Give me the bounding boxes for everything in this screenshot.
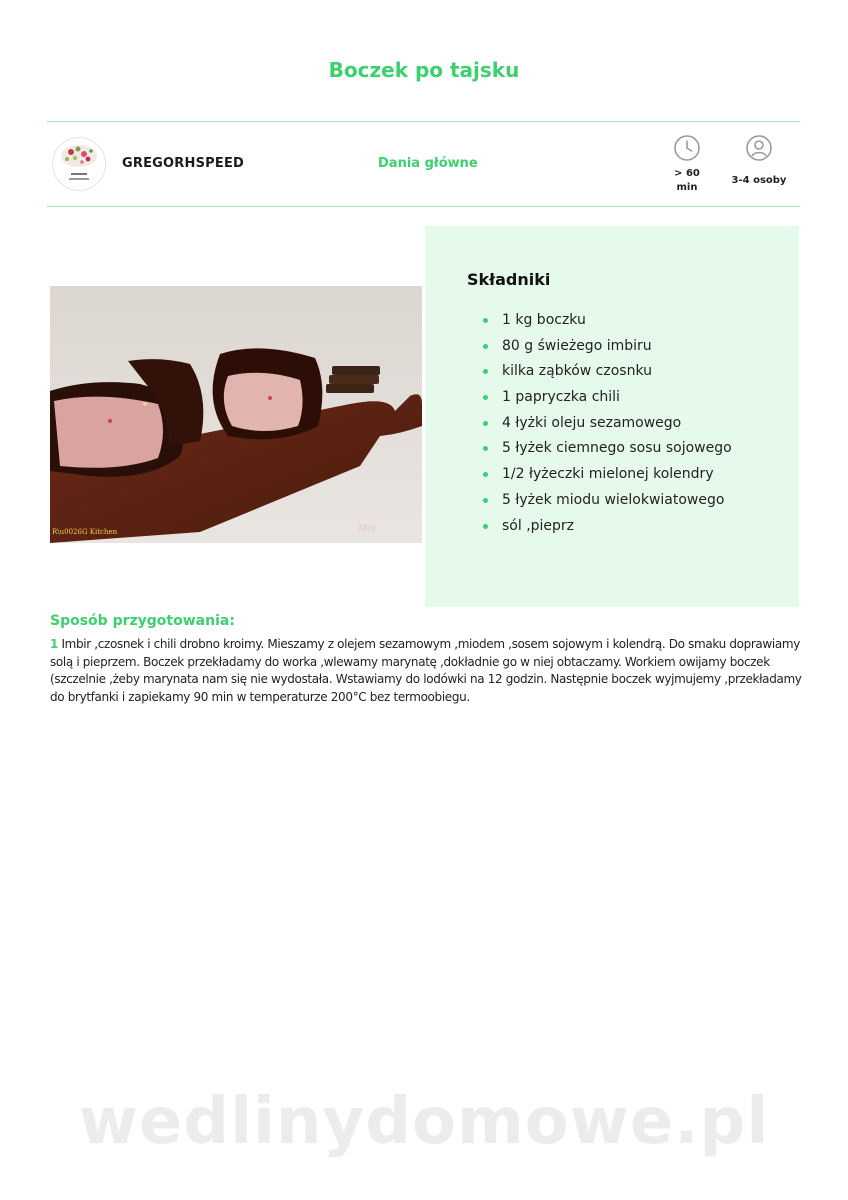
ingredient-item: 4 łyżki oleju sezamowego: [502, 411, 732, 437]
recipe-category[interactable]: Dania główne: [378, 156, 478, 171]
ingredient-item: kilka ząbków czosnku: [502, 359, 732, 385]
ingredients-panel: [425, 226, 799, 607]
ingredients-list: [502, 308, 732, 539]
ingredient-item: 80 g świeżego imbiru: [502, 334, 732, 360]
photo-watermark-left: R\u0026G Kitchen: [52, 528, 118, 536]
preparation-step: [50, 636, 810, 706]
recipe-title: Boczek po tajsku: [328, 58, 520, 82]
photo-watermark-right: Moi: [358, 524, 376, 534]
author-name[interactable]: GREGORHSPEED: [122, 156, 245, 171]
ingredient-item: 1/2 łyżeczki mielonej kolendry: [502, 462, 732, 488]
step-text: Imbir ,czosnek i chili drobno kroimy. Mieszamy z olejem sezamowym ,miodem ,sosem sojowym i kolendrą. Do smaku doprawiamy solą i pieprzem. Boczek przekładamy do worka ,wlewamy marynatę ,dokładnie go w niej obtaczamy. Workiem owijamy boczek (szczelnie ,żeby marynata nam się nie wydostała. Wstawiamy do lodówki na 12 godzin. Następnie boczek wyjmujemy ,przekładamy do brytfanki i zapiekamy 90 min w temperaturze 200°C bez termoobiegu.: [50, 637, 802, 704]
person-icon: [745, 134, 773, 162]
ingredient-item: sól ,pieprz: [502, 514, 732, 540]
header-divider-bottom: [47, 206, 800, 207]
recipe-photo: [50, 286, 422, 543]
prep-time: > 60 min: [674, 168, 700, 193]
header-divider-top: [47, 121, 800, 122]
servings: 3-4 osoby: [731, 175, 787, 186]
ingredient-item: 1 kg boczku: [502, 308, 732, 334]
site-watermark: wedlinydomowe.pl: [78, 1085, 770, 1159]
pork-belly-image: [50, 286, 422, 543]
ingredient-item: 1 papryczka chili: [502, 385, 732, 411]
author-avatar[interactable]: [52, 137, 106, 191]
avatar-image: [53, 138, 105, 190]
step-number: 1: [50, 637, 58, 651]
ingredients-title: Składniki: [467, 270, 551, 289]
preparation-title: Sposób przygotowania:: [50, 613, 235, 629]
ingredient-item: 5 łyżek ciemnego sosu sojowego: [502, 436, 732, 462]
ingredient-item: 5 łyżek miodu wielokwiatowego: [502, 488, 732, 514]
clock-icon: [673, 134, 701, 162]
